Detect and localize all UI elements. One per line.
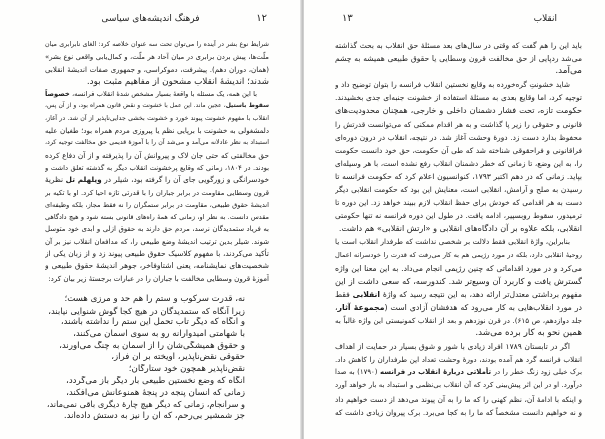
text-segment: ، [335,302,338,312]
verse-line: زمانی که انسان پنجه در پنجهٔ همنوعانش می‌افکند، [66,387,245,398]
paragraph [45,88,269,285]
page-number: ۱۳ [342,13,353,24]
right-page [304,0,605,439]
paragraph [335,39,582,78]
text-line: و اینکه با ادامهٔ آن، نظم کهنی را که ما را به آن پیوند می‌دهد از دست خواهیم داد [335,394,582,404]
text-line: شخصیت‌های نمایشنامه، یعنی اشتاوفاخر، جوهر اندیشهٔ حقوق طبیعی و [45,261,269,271]
text-line: بپاید. زمانی که در دهم اکتبر ۱۷۹۳، کنوانسیون اعلام کرد که حکومت فرانسه تا [335,171,582,181]
text-line: باید این را هم گفت که وقتی در سال‌های بعد مسئلهٔ حق انقلاب به بحث گذاشته [335,41,582,50]
verse-line: جز شمشیر بی‌رحم، که آن را نیز به دستش داده‌اند. [63,410,245,421]
text-line: گسترش یافت و کاربرد آن وسیع‌تر شد. کندورسه، که سعی داشت از این [335,275,582,286]
text-line: حق مخالفتی که حتی جان لاک و پیروانش آن را پذیرفته و از آن دفاع کرده [45,150,269,160]
text-segment: برک خیلی زود زنگ خطر را در [491,368,582,377]
text-segment: مفهوم برداشتی معتدل‌تر ارائه دهد، به این نتیجه رسید که واژهٔ [380,289,582,299]
page-body [45,39,269,285]
text-line: به فریاد ستمدیدگان نرسد، مردم حق دارند به حقوق ازلی و ابدی خود متوسل [45,225,269,234]
text-line: انقلاب فرانسه گرد هم آمده بودند، دورهٔ وحشت تعداد این طرفداران را کاهش داد. [335,355,582,365]
text-line: بنابراین، واژهٔ انقلابی فقط دلالت بر شخصی نداشت که طرفدار انقلاب است یا [335,237,570,247]
text-line [335,366,582,379]
text-line [45,88,269,100]
verse-line: نقض‌ناپذیر همچون خود ستارگان؛ [128,364,245,375]
text-line: اگر در تابستان ۱۷۸۹ افراد زیادی با شور و شوق بسیار در حمایت از اهداف [335,342,571,352]
verse-line: با شهامتی امیدوارانه رو به سوی آسمان می‌کنند، [73,329,245,340]
bold-term: سقوط باستیل [225,102,269,110]
book-title: مجموعهٔ آثار [337,302,385,312]
left-page [0,0,301,439]
verse-line: و حقوق همیشگی‌شان را از آسمان به چنگ می‌آورند، [59,340,245,351]
text-line: شرایط نوع بشر در آینده را می‌توان تحت سه عنوان خلاصه کرد: الغای نابرابری میان [45,41,269,48]
text-segment: فقط [335,289,353,299]
text-line: قانونی و حقوقی را زیر پا گذاشت و به هر اقدام ممکنی که می‌توانست قدرتش را [335,119,582,129]
page-number: ۱۲ [256,13,267,24]
verse-line: آنگاه که وضع نخستین طبیعی بار دیگر باز می‌گردد، [66,375,245,386]
text-line: رسیدن به صلح و آرامش، انقلابی است، معنایش این بود که حکومت انقلابی دیگر [335,185,582,195]
paragraph [335,78,582,235]
text-line: انقلاب با مفهوم خشونت پیوند خورد و خشونت بخشی جدایی‌ناپذیر از آن شد. در آغاز، [45,114,269,122]
text-line: روحیهٔ انقلابی دارد، بلکه در مورد رژیمی هم به کار می‌رفت که قدرت را خودسرانه اعمال [335,250,582,259]
text-line: محفوظ بدارد دست زد. دورهٔ وحشت آغاز شد. در نتیجه، انقلاب در درون دوره‌ای [335,132,582,142]
text-segment: ، عجین ماند. این عمل با خشونت و نقض قانون همراه بود، و از آن پس، [45,102,226,110]
verse-line: و آنگاه که دیگر تاب تحمل این ستم را نداشته باشند، [60,317,245,328]
page-body [335,39,582,419]
text-line: مقدس دانست. به نظر او، زمانی که همهٔ راه‌های قانونی بسته شود و هیچ دادگاهی [45,213,269,222]
book-title: ویلهلم تل [65,175,102,185]
text-line: درآورد. او در این اثر پیش‌بینی کرد که آن انقلاب بی‌نظمی و استبداد به بار خواهد آورد [335,381,582,390]
running-title: فرهنگ اندیشه‌های سیاسی [101,14,200,24]
text-line: قرون وسطایی مقاومت در برابر جباران را با قدرتی تازه احیا کرد. او با تکیه بر [45,188,269,197]
paragraph [45,39,269,88]
text-segment: (۱۷۹۰) به صدا [335,368,381,377]
text-line [45,100,269,112]
verse-line: زیرا آنگاه که ستمدیدگان در هیچ کجا گوش شنوایی نیابند، [48,305,245,316]
text-line: ملّت‌ها، پیش بردن برابری در میان آحاد هر ملّت، و کمال‌یابی واقعی نوع بشر» [45,53,269,62]
verse-line: نه، قدرت سرکوب و ستم را هم حد و مرزی هست؛ [64,294,245,304]
paragraph [335,235,582,340]
text-line: جلد دوازدهم، ص ۶۱۵). در قرن نوزدهم و بعد از انقلاب کمونیستی این واژه غالباً به [335,315,582,325]
text-line: دست به هر اقدامی که خودش برای حفظ انقلاب لازم ببیند خواهد زد. این دوره تا [335,198,582,208]
text-line [335,288,582,301]
text-line: می‌شد ردپایی از حق مخالفت قرون وسطایی یا حقوق طبیعی همیشه به چشم [335,54,582,64]
text-segment: خودسرانگی و زورگویی جای آن را گرفته بود، شیلر در [101,175,269,185]
text-line: (همان، دوران دهم). پیشرفت، دموکراسی، و جمهوری صفات اندیشهٔ انقلابی [45,64,269,74]
text-line: ترمیدور، سقوط روبسپیر، ادامه یافت. در طول این دوره فرانسه نه تنها حکومتی [335,211,582,221]
text-line: اندیشهٔ حقوق طبیعی، مقاومت در برابر ستمگران را نه فقط مجاز، بلکه وظیفه‌ای [45,200,269,209]
text-segment: در مورد انقلاب‌هایی به کار می‌رود که هدفشان آزادی است ( [384,302,582,312]
text-line: فراقانونی و فراحقوقی شناخته شد که طی آن حکومت، حق خود دانست حکومت [335,145,582,155]
text-line: شوند. شیلر بدین ترتیب اندیشهٔ وضع طبیعی را، که مدافعان انقلاب نیز بر آن [45,236,269,246]
text-line: بودند. در ۱۸۰۴، زمانی که وقایع پرخشونت انقلاب دیگر به گذشته تعلق داشت و [45,163,269,172]
text-line: استبداد به نظر عادلانه می‌آمد و می‌شد آن را با آموزهٔ قدیمی حق مخالفت توجیه کرد، [45,139,269,147]
text-line: می‌آمد. [555,66,582,77]
text-line [335,301,582,314]
bold-term: خصوصاً [45,90,70,99]
book-title: تأملاتی دربارهٔ انقلاب در فرانسه [380,368,492,377]
verse-line: و سرانجام، زمانی که دیگر هیچ چارهٔ دیگری باقی نمی‌ماند، [46,399,245,410]
text-line: انقلابی، بلکه علاوه بر آن دادگاه‌های انقلابی و «ارتش انقلابی» هم داشت. [338,223,582,234]
text-line: می‌کرد و در مورد اقداماتی که چنین رژیمی انجام می‌داد. به این معنا این واژه [335,263,582,273]
text-segment: با این همه، یک مسئله با واقعهٔ بسیار مشخص شدهٔ انقلاب فرانسه، [69,90,257,99]
text-line: شاید خشونتِ گره‌خورده به وقایع نخستین انقلاب فرانسه را بتوان توضیح داد و [335,80,570,90]
text-line: دلمشغولی به خشونت با برپایی نظم یا پیروزی مردم همراه بود؛ طغیان علیه [45,126,269,136]
text-line: را، به این وضع، تا زمانی که خطر دشمنان انقلاب رفع نشده است، با هر وسیله‌ای [335,158,582,168]
running-title: انقلاب [533,14,557,24]
verse-quotation [45,294,269,423]
text-line: شدند؛ اندیشهٔ انقلاب مشحون از مفاهیم مثبت بود. [86,76,269,87]
text-line: همین نحو به کار برده می‌شد. [475,328,582,339]
text-line: تأکید می‌کردند، با مفهوم کلاسیک حقوق طبیعی پیوند زد و از زبان یکی از [45,249,269,259]
text-line: حکومت تازه، تحت فشار دشمنان داخلی و خارجی، همچنان محدودیت‌های [335,105,582,116]
bold-term: انقلابی [352,289,381,299]
text-line [45,174,269,186]
paragraph [335,340,582,419]
verse-line: حقوقی نقض‌ناپذیر، آویخته بر آن فراز، [111,352,245,363]
text-line: توجیه کرد، اما وقایع بعدی به مسئلهٔ استفاده از خشونت جنبه‌ای جدی بخشیدند. [335,93,582,103]
text-segment: نظریهٔ [45,175,66,185]
text-line: و نه خواهیم دانست مشخصاً که ما را به کجا می‌برد. برک پیروان زیادی داشت که [335,407,582,417]
text-line: آموزهٔ قرون وسطایی مخالفت با جباران را در عبارات برجستهٔ زیر بیان کرد: [48,273,269,283]
